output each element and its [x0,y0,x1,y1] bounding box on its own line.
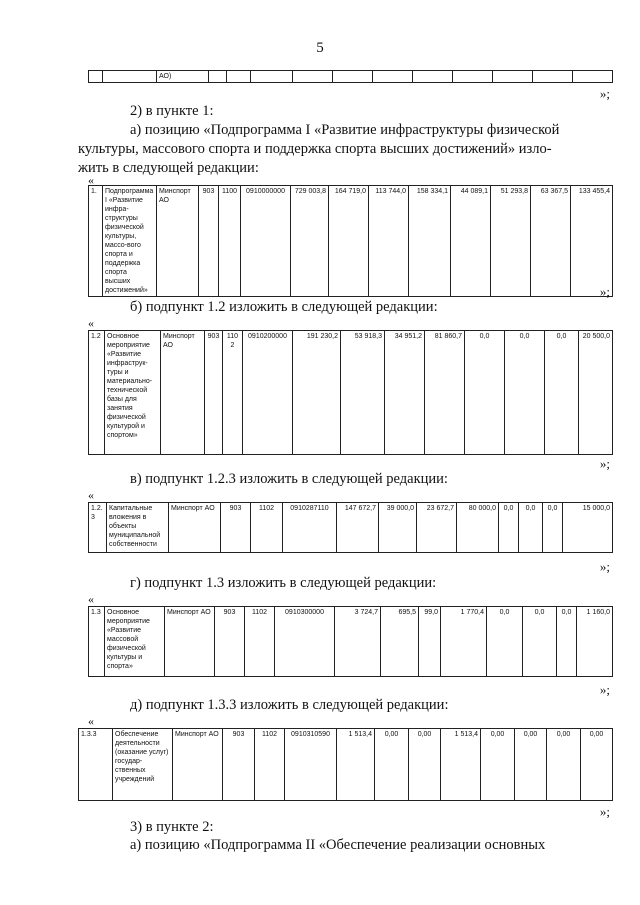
cell: АО) [157,71,209,83]
paragraph-line: в) подпункт 1.2.3 изложить в следующей редакции: [130,471,448,487]
row-csr: 0910300000 [275,607,335,677]
paragraph-line: г) подпункт 1.3 изложить в следующей редакции: [130,575,437,591]
row-name: Капитальные вложения в объекты муниципальной собственности [107,503,169,553]
row-value: 133 455,4 [571,186,613,297]
row-grbs: 903 [223,729,255,801]
row-value: 51 293,8 [491,186,531,297]
row-value: 0,0 [505,331,545,455]
row-organization: Минспорт АО [157,186,199,297]
row-value: 1 513,4 [441,729,481,801]
opening-quote: « [88,714,94,728]
row-value: 0,00 [515,729,547,801]
row-name: Подпрограмма I «Развитие инфра-структуры физической культуры, массо-вого спорта и поддержка спорта высших достижений» [103,186,157,297]
row-rzpr: 1102 [251,503,283,553]
paragraph-line: д) подпункт 1.3.3 изложить в следующей редакции: [130,697,449,713]
row-value: 0,00 [375,729,409,801]
row-value: 80 000,0 [457,503,499,553]
row-value: 99,0 [419,607,441,677]
table-subprogram-1 [88,185,613,297]
row-value: 0,0 [519,503,543,553]
cell [573,71,613,83]
row-value: 1 770,4 [441,607,487,677]
paragraph-line: а) позицию «Подпрограмма II «Обеспечение реализации основных [130,837,546,853]
row-value: 3 724,7 [335,607,381,677]
closing-quote: »; [599,284,610,299]
cell [209,71,227,83]
row-value: 63 367,5 [531,186,571,297]
row-grbs: 903 [215,607,245,677]
cell [227,71,251,83]
row-name: Обеспечение деятельности (оказание услуг) государ-ственных учреждений [113,729,173,801]
row-csr: 0910000000 [241,186,291,297]
row-value: 0,0 [487,607,523,677]
row-name: Основное мероприятие «Развитие инфраструк-туры и материально-технической базы для занятия физической культурой и спортом» [105,331,161,455]
row-name: Основное мероприятие «Развитие массовой физической культуры и спорта» [105,607,165,677]
table-item-1-2-3 [88,502,613,553]
cell [533,71,573,83]
cell [89,71,103,83]
opening-quote: « [88,316,94,330]
row-value: 15 000,0 [563,503,613,553]
row-value: 53 918,3 [341,331,385,455]
row-organization: Минспорт АО [173,729,223,801]
cell [251,71,293,83]
paragraph-line: культуры, массового спорта и поддержка спорта высших достижений» изло- [78,141,552,157]
paragraph-line: жить в следующей редакции: [78,160,259,176]
paragraph-line: а) позицию «Подпрограмма I «Развитие инфраструктуры физической [130,122,560,138]
cell [373,71,413,83]
row-number: 1.3.3 [79,729,113,801]
row-rzpr: 1102 [255,729,285,801]
row-grbs: 903 [199,186,219,297]
paragraph-heading: 2) в пункте 1: [130,103,214,119]
opening-quote: « [88,592,94,606]
cell [333,71,373,83]
row-value: 695,5 [381,607,419,677]
table-item-1-3-3 [78,728,613,801]
row-value: 39 000,0 [379,503,417,553]
row-rzpr: 1102 [245,607,275,677]
row-rzpr: 1102 [223,331,243,455]
opening-quote: « [88,488,94,502]
paragraph-heading: 3) в пункте 2: [130,819,214,835]
row-value: 0,0 [465,331,505,455]
row-value: 729 003,8 [291,186,329,297]
row-value: 164 719,0 [329,186,369,297]
row-value: 0,00 [409,729,441,801]
cell [453,71,493,83]
row-value: 0,0 [543,503,563,553]
row-csr: 0910200000 [243,331,293,455]
table-fragment-top [88,70,613,83]
row-value: 0,0 [499,503,519,553]
row-value: 0,0 [523,607,557,677]
row-number: 1.3 [89,607,105,677]
row-number: 1. [89,186,103,297]
closing-quote: »; [599,559,610,574]
row-value: 44 089,1 [451,186,491,297]
cell [103,71,157,83]
row-value: 0,00 [481,729,515,801]
closing-quote: »; [599,682,610,697]
row-value: 0,0 [557,607,577,677]
cell [293,71,333,83]
row-grbs: 903 [221,503,251,553]
closing-quote: »; [599,456,610,471]
page-number: 5 [316,40,324,56]
row-organization: Минспорт АО [169,503,221,553]
cell [413,71,453,83]
row-value: 81 860,7 [425,331,465,455]
opening-quote: « [88,173,94,187]
closing-quote: »; [599,804,610,819]
row-csr: 0910310590 [285,729,337,801]
row-value: 0,00 [581,729,613,801]
row-value: 20 500,0 [579,331,613,455]
row-value: 34 951,2 [385,331,425,455]
row-value: 113 744,0 [369,186,409,297]
row-value: 1 513,4 [337,729,375,801]
paragraph-line: б) подпункт 1.2 изложить в следующей редакции: [130,299,438,315]
table-item-1-2 [88,330,613,455]
row-value: 1 160,0 [577,607,613,677]
row-value: 191 230,2 [293,331,341,455]
closing-quote: »; [599,86,610,101]
row-organization: Минспорт АО [165,607,215,677]
row-grbs: 903 [205,331,223,455]
row-organization: Минспорт АО [161,331,205,455]
table-item-1-3 [88,606,613,677]
row-value: 147 672,7 [337,503,379,553]
cell [493,71,533,83]
row-value: 0,0 [545,331,579,455]
row-value: 158 334,1 [409,186,451,297]
row-rzpr: 1100 [219,186,241,297]
row-number: 1.2 [89,331,105,455]
row-csr: 0910287110 [283,503,337,553]
row-number: 1.2.3 [89,503,107,553]
row-value: 0,00 [547,729,581,801]
row-value: 23 672,7 [417,503,457,553]
